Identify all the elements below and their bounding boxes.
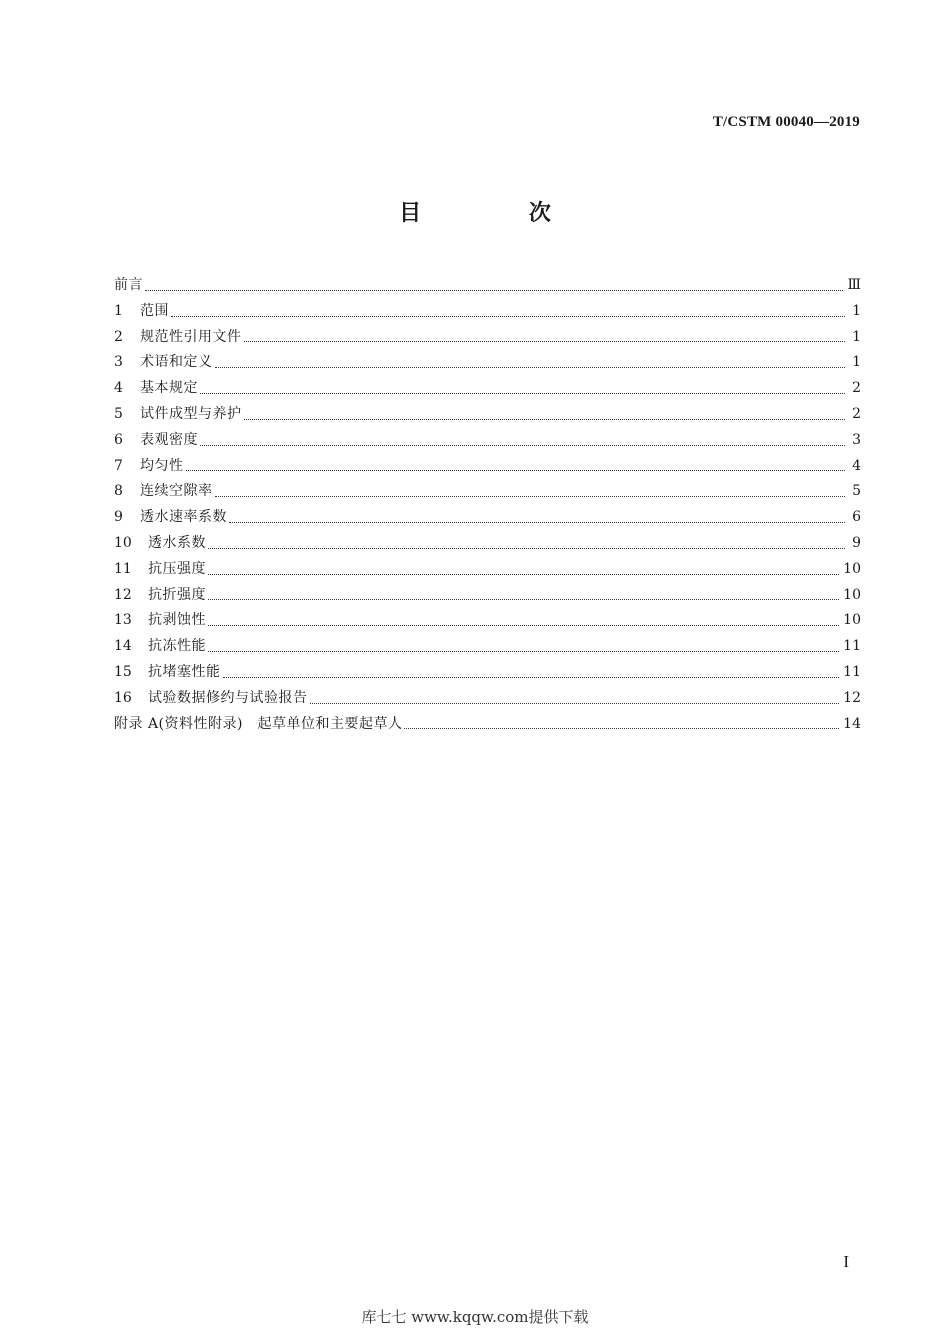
toc-dot-leader xyxy=(244,330,846,344)
toc-entry-number: 5 xyxy=(114,405,123,422)
footer-watermark: 库七七 www.kqqw.com提供下载 xyxy=(361,1308,589,1326)
toc-entry[interactable] xyxy=(114,299,861,325)
toc-dot-leader xyxy=(208,588,839,602)
toc-dot-leader xyxy=(186,459,846,473)
toc-entry-page: 2 xyxy=(852,405,861,422)
toc-entry[interactable] xyxy=(114,660,861,686)
toc-entry-page: 10 xyxy=(843,612,861,629)
toc-entry[interactable] xyxy=(114,402,861,428)
toc-dot-leader xyxy=(215,485,846,499)
toc-entry[interactable] xyxy=(114,273,861,299)
toc-dot-leader xyxy=(171,305,845,319)
toc-entry-number: 9 xyxy=(114,509,123,526)
toc-entry-label: 抗折强度 xyxy=(148,586,206,603)
toc-dot-leader xyxy=(200,382,845,396)
toc-entry-page: 14 xyxy=(843,715,861,732)
toc-entry-page: Ⅲ xyxy=(847,277,861,293)
toc-entry-label: 术语和定义 xyxy=(140,354,213,371)
toc-entry-label: 附录 A(资料性附录) 起草单位和主要起草人 xyxy=(114,715,403,732)
toc-dot-leader xyxy=(229,511,845,525)
toc-entry-number: 13 xyxy=(114,612,132,629)
toc-entry-number: 15 xyxy=(114,663,132,680)
toc-entry[interactable] xyxy=(114,531,861,557)
toc-entry-number: 8 xyxy=(114,483,123,500)
page-title: 目 次 xyxy=(399,201,601,226)
toc-entry-label: 均匀性 xyxy=(140,457,184,474)
standard-code: T/CSTM 00040—2019 xyxy=(712,114,860,130)
toc-entry-number: 16 xyxy=(114,689,132,706)
toc-entry[interactable] xyxy=(114,686,861,712)
toc-entry-number: 6 xyxy=(114,431,123,448)
toc-dot-leader xyxy=(244,408,846,422)
toc-entry-page: 1 xyxy=(852,328,861,345)
toc-entry-page: 11 xyxy=(843,663,861,680)
toc-entry[interactable] xyxy=(114,712,861,738)
toc-entry-label: 范围 xyxy=(140,302,169,319)
toc-entry-page: 5 xyxy=(852,483,861,500)
toc-entry[interactable] xyxy=(114,376,861,402)
toc-entry-label: 规范性引用文件 xyxy=(140,328,242,345)
toc-entry-label: 前言 xyxy=(114,277,143,293)
toc-entry[interactable] xyxy=(114,634,861,660)
toc-entry[interactable] xyxy=(114,608,861,634)
toc-entry-page: 4 xyxy=(852,457,861,474)
toc-entry-number: 2 xyxy=(114,328,123,345)
toc-entry-label: 抗堵塞性能 xyxy=(148,663,221,680)
toc-entry-label: 基本规定 xyxy=(140,380,198,397)
toc-entry-number: 12 xyxy=(114,586,132,603)
toc-entry-number: 14 xyxy=(114,638,132,655)
toc-entry[interactable] xyxy=(114,428,861,454)
toc-entry-page: 12 xyxy=(843,689,861,706)
toc-dot-leader xyxy=(208,537,845,551)
toc-dot-leader xyxy=(145,279,843,293)
toc-entry-number: 3 xyxy=(114,354,123,371)
toc-entry-page: 11 xyxy=(843,638,861,655)
toc-entry-page: 2 xyxy=(852,380,861,397)
toc-entry-page: 9 xyxy=(852,534,861,551)
toc-dot-leader xyxy=(310,692,840,706)
toc-entry-number: 1 xyxy=(114,302,123,319)
toc-entry[interactable] xyxy=(114,325,861,351)
toc-entry-label: 透水系数 xyxy=(148,534,206,551)
toc-entry-label: 试件成型与养护 xyxy=(140,405,242,422)
toc-dot-leader xyxy=(215,356,846,370)
toc-entry-number: 11 xyxy=(114,560,132,577)
page-number: I xyxy=(843,1252,849,1271)
toc-entry-page: 1 xyxy=(852,354,861,371)
toc-entry-label: 表观密度 xyxy=(140,431,198,448)
toc-entry[interactable] xyxy=(114,350,861,376)
toc-entry-label: 抗剥蚀性 xyxy=(148,612,206,629)
toc-entry-page: 3 xyxy=(852,431,861,448)
toc-entry-label: 抗冻性能 xyxy=(148,638,206,655)
toc-entry-number: 10 xyxy=(114,534,132,551)
toc-entry-number: 7 xyxy=(114,457,123,474)
toc-dot-leader xyxy=(208,563,839,577)
toc-entry[interactable] xyxy=(114,557,861,583)
toc-entry-label: 透水速率系数 xyxy=(140,509,227,526)
toc-entry-page: 10 xyxy=(843,586,861,603)
toc-entry[interactable] xyxy=(114,505,861,531)
toc-dot-leader xyxy=(208,614,839,628)
toc-entry[interactable] xyxy=(114,454,861,480)
toc-entry-label: 抗压强度 xyxy=(148,560,206,577)
toc-entry[interactable] xyxy=(114,479,861,505)
toc-dot-leader xyxy=(404,717,839,731)
toc-entry-page: 1 xyxy=(852,302,861,319)
table-of-contents xyxy=(114,273,861,737)
toc-entry-page: 10 xyxy=(843,560,861,577)
toc-entry[interactable] xyxy=(114,583,861,609)
toc-dot-leader xyxy=(200,434,845,448)
toc-entry-page: 6 xyxy=(852,509,861,526)
toc-entry-label: 试验数据修约与试验报告 xyxy=(148,689,308,706)
toc-entry-number: 4 xyxy=(114,380,123,397)
toc-entry-label: 连续空隙率 xyxy=(140,483,213,500)
toc-dot-leader xyxy=(208,640,839,654)
toc-dot-leader xyxy=(223,666,840,680)
